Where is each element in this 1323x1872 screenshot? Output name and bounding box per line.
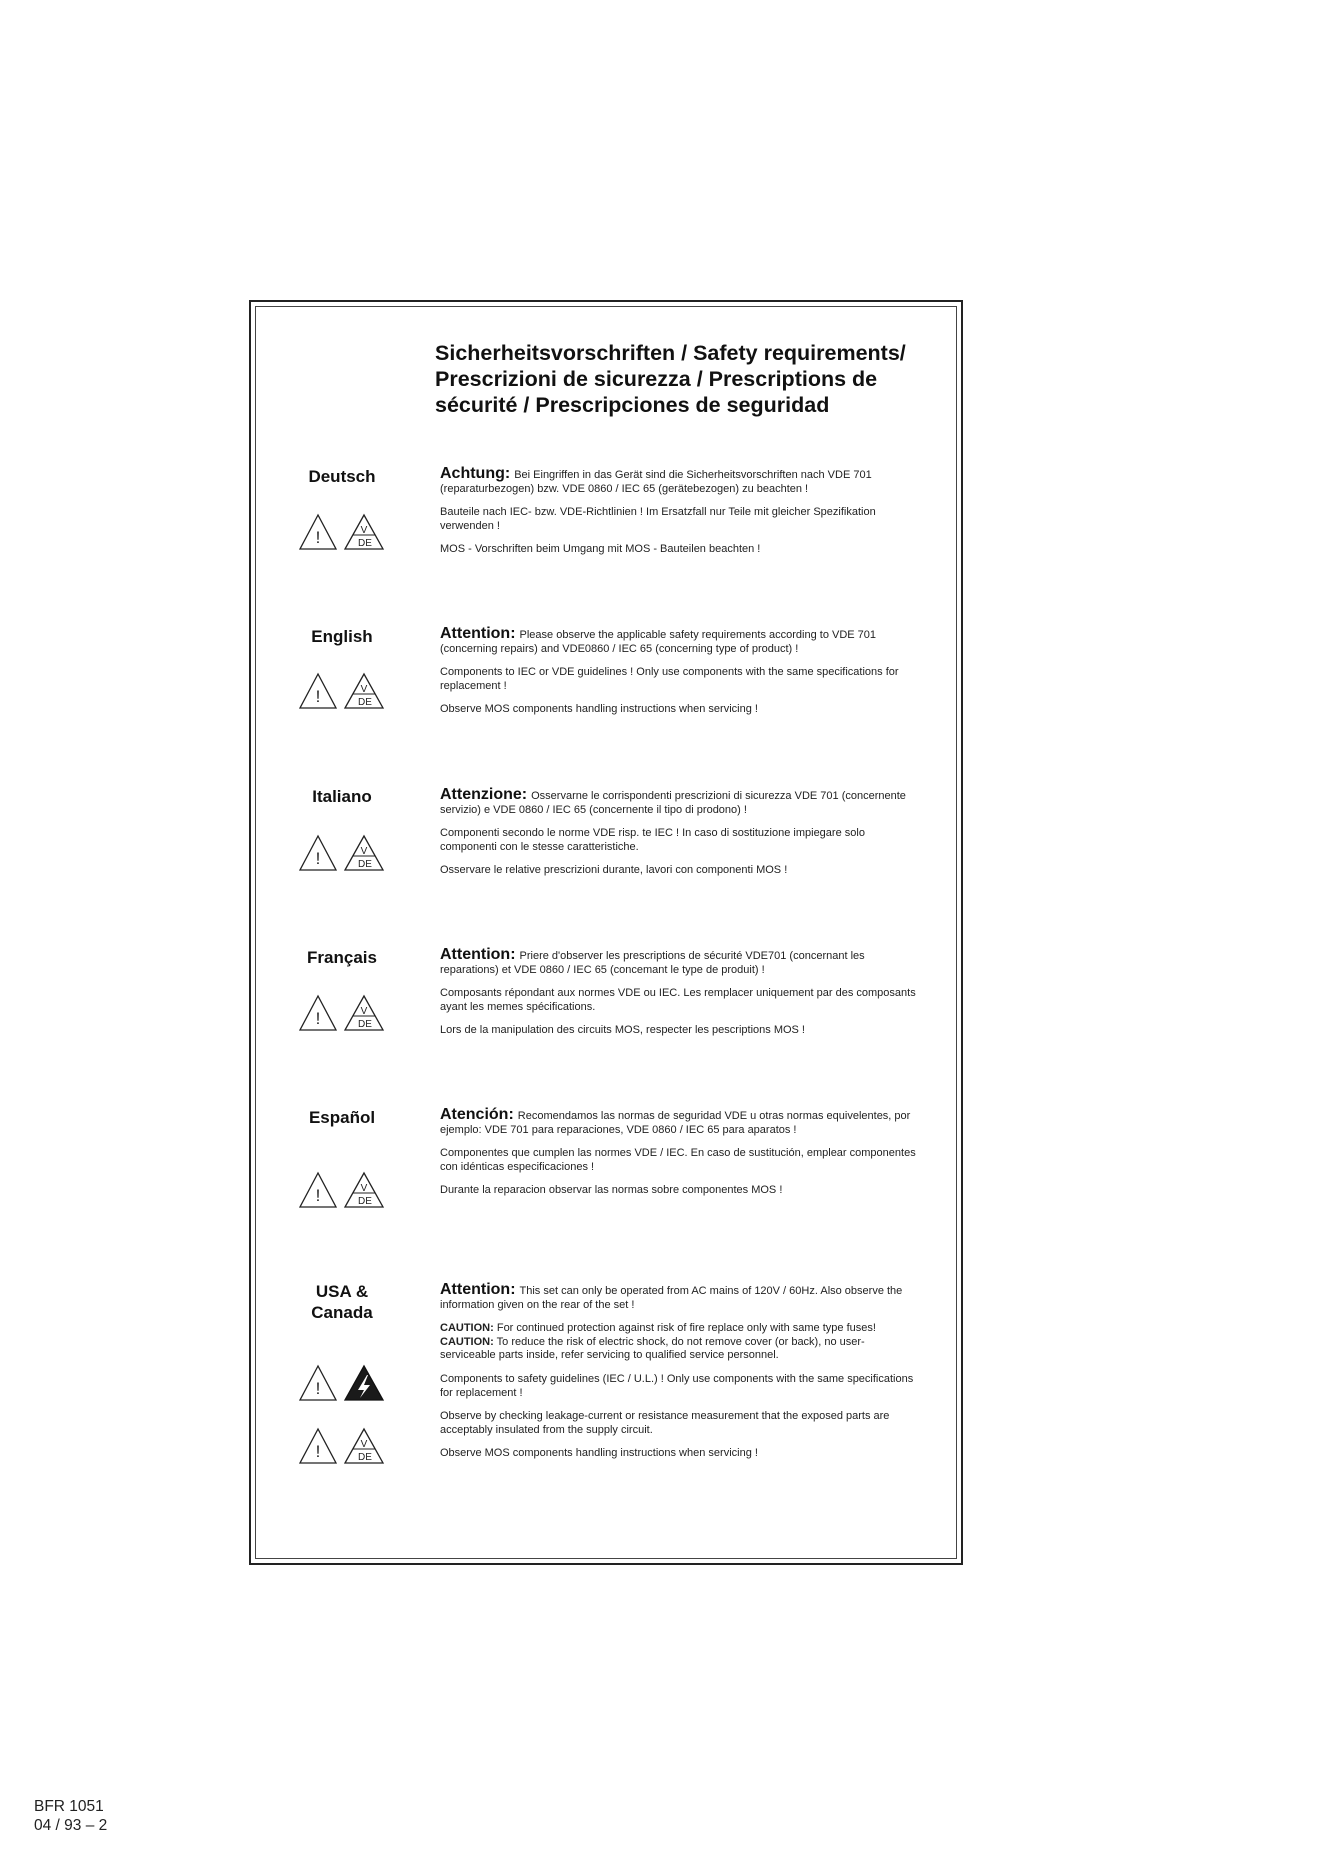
- electric-shock-triangle-icon: [345, 1366, 383, 1400]
- usa-caution-1: CAUTION: For continued protection against risk of fire replace only with same type fuses!: [440, 1322, 876, 1335]
- italiano-paragraph-1: Attenzione: Osservarne le corrispondenti prescrizioni di sicurezza VDE 701 (concernente servizio) e VDE 0860 / IEC 65 (concernente il tipo di prodono) !: [440, 786, 906, 816]
- section-usa-canada: [440, 1283, 920, 1471]
- svg-text:DE: DE: [358, 697, 372, 708]
- warning-triangle-icon: [300, 1429, 336, 1463]
- svg-text:!: !: [315, 1186, 321, 1205]
- italiano-paragraph-3: Osservare le relative prescrizioni durante, lavori con componenti MOS !: [440, 864, 788, 877]
- usa-lead: Attention:: [440, 1281, 516, 1298]
- svg-text:V: V: [360, 1183, 368, 1194]
- svg-text:DE: DE: [358, 859, 372, 870]
- espanol-lead: Atención:: [440, 1106, 514, 1123]
- deutsch-paragraph-3: MOS - Vorschriften beim Umgang mit MOS - Bauteilen beachten !: [440, 543, 761, 556]
- language-label-francais: Français: [307, 948, 377, 967]
- svg-text:V: V: [360, 1006, 368, 1017]
- vde-triangle-icon: [345, 836, 383, 870]
- title-line-3: sécurité / Prescripciones de seguridad: [435, 393, 830, 417]
- francais-lead: Attention:: [440, 946, 516, 963]
- svg-text:DE: DE: [358, 1452, 372, 1463]
- warning-triangle-icon: [300, 1173, 336, 1207]
- warning-triangle-icon: [300, 1366, 336, 1400]
- svg-text:!: !: [315, 1009, 321, 1028]
- language-label-usa-canada: [262, 1281, 422, 1323]
- vde-triangle-icon: [345, 996, 383, 1030]
- vde-triangle-icon: [345, 1429, 383, 1463]
- usa-caution-2: CAUTION: To reduce the risk of electric shock, do not remove cover (or back), no user-serviceable parts inside, refer servicing to qualified service personnel.: [440, 1335, 865, 1362]
- espanol-paragraph-3: Durante la reparacion observar las normas sobre componentes MOS !: [440, 1184, 783, 1197]
- svg-text:!: !: [315, 528, 321, 547]
- espanol-paragraph-1: Atención: Recomendamos las normas de seguridad VDE u otras normas equivelentes, por ejemplo: VDE 701 para reparaciones, VDE 0860 / IEC 65 para aparatos !: [440, 1106, 911, 1136]
- symbols-italiano: [298, 833, 390, 873]
- italiano-lead: Attenzione:: [440, 786, 528, 803]
- svg-text:V: V: [360, 684, 368, 695]
- warning-triangle-icon: [300, 515, 336, 549]
- language-label-usa: USA &: [315, 1282, 369, 1301]
- english-paragraph-2: Components to IEC or VDE guidelines ! Only use components with the same specifications for replacement !: [440, 666, 899, 692]
- svg-text:DE: DE: [358, 538, 372, 549]
- english-lead: Attention:: [440, 625, 516, 642]
- espanol-paragraph-2: Componentes que cumplen las normes VDE / IEC. En caso de sustitución, emplear componentes con idénticas especificaciones !: [440, 1147, 916, 1173]
- symbols-espanol: [298, 1170, 390, 1210]
- warning-triangle-icon: [300, 996, 336, 1030]
- vde-triangle-icon: [345, 674, 383, 708]
- usa-paragraph-2: Components to safety guidelines (IEC / U.L.) ! Only use components with the same specifications for replacement !: [440, 1372, 914, 1399]
- symbols-english: [298, 671, 390, 711]
- footer-date: 04 / 93 – 2: [34, 1817, 108, 1834]
- usa-paragraph-3: Observe by checking leakage-current or resistance measurement that the exposed parts are acceptably insulated from the supply circuit.: [440, 1410, 890, 1436]
- francais-paragraph-1: Attention: Priere d'observer les prescriptions de sécurité VDE701 (concernant les reparations) et VDE 0860 / IEC 65 (concemant le type de produit) !: [440, 946, 865, 976]
- language-label-deutsch: Deutsch: [308, 467, 376, 486]
- symbols-usa-vde: [298, 1426, 390, 1466]
- page-title: [435, 340, 955, 418]
- warning-triangle-icon: [300, 674, 336, 708]
- warning-triangle-icon: [300, 836, 336, 870]
- svg-text:V: V: [360, 525, 368, 536]
- section-francais: [440, 948, 920, 1048]
- symbols-deutsch: [298, 512, 390, 552]
- english-paragraph-3: Observe MOS components handling instructions when servicing !: [440, 703, 758, 716]
- title-line-2: Prescrizioni de sicurezza / Prescriptions de: [435, 367, 878, 391]
- language-label-english: English: [311, 627, 373, 646]
- usa-paragraph-1: Attention: This set can only be operated from AC mains of 120V / 60Hz. Also observe the information given on the rear of the set !: [440, 1281, 903, 1311]
- section-deutsch: [440, 467, 920, 567]
- symbols-usa-shock: [298, 1363, 390, 1403]
- francais-paragraph-3: Lors de la manipulation des circuits MOS, respecter les pescriptions MOS !: [440, 1024, 805, 1037]
- vde-triangle-icon: [345, 1173, 383, 1207]
- svg-text:!: !: [315, 687, 321, 706]
- section-english: [440, 627, 920, 727]
- usa-paragraph-4: Observe MOS components handling instructions when servicing !: [440, 1447, 758, 1460]
- section-italiano: [440, 788, 920, 888]
- vde-triangle-icon: [345, 515, 383, 549]
- english-paragraph-1: Attention: Please observe the applicable safety requirements according to VDE 701 (concerning repairs) and VDE0860 / IEC 65 (concerning type of product) !: [440, 625, 877, 655]
- footer-document-code: [34, 1797, 107, 1835]
- language-label-espanol: Español: [308, 1108, 376, 1127]
- svg-text:DE: DE: [358, 1019, 372, 1030]
- italiano-paragraph-2: Componenti secondo le norme VDE risp. te IEC ! In caso di sostituzione impiegare solo componenti con le stesse caratteristiche.: [440, 827, 865, 853]
- footer-code: BFR 1051: [34, 1798, 104, 1815]
- deutsch-paragraph-2: Bauteile nach IEC- bzw. VDE-Richtlinien ! Im Ersatzfall nur Teile mit gleicher Spezifikation verwenden !: [440, 506, 876, 532]
- section-espanol: [440, 1108, 920, 1208]
- svg-text:DE: DE: [358, 1196, 372, 1207]
- symbols-francais: [298, 993, 390, 1033]
- language-label-canada: Canada: [311, 1303, 373, 1322]
- francais-paragraph-2: Composants répondant aux normes VDE ou IEC. Les remplacer uniquement par des composants ayant les memes spécifications.: [440, 987, 916, 1013]
- svg-text:V: V: [360, 1439, 368, 1450]
- svg-text:!: !: [315, 1442, 321, 1461]
- deutsch-lead: Achtung:: [440, 465, 511, 482]
- svg-text:!: !: [315, 1379, 321, 1398]
- svg-text:!: !: [315, 849, 321, 868]
- title-line-1: Sicherheitsvorschriften / Safety requirements/: [435, 341, 906, 365]
- deutsch-paragraph-1: Achtung: Bei Eingriffen in das Gerät sind die Sicherheitsvorschriften nach VDE 701 (reparaturbezogen) bzw. VDE 0860 / IEC 65 (gerätebezogen) zu beachten !: [440, 465, 872, 495]
- svg-text:V: V: [360, 846, 368, 857]
- language-label-italiano: Italiano: [312, 787, 372, 806]
